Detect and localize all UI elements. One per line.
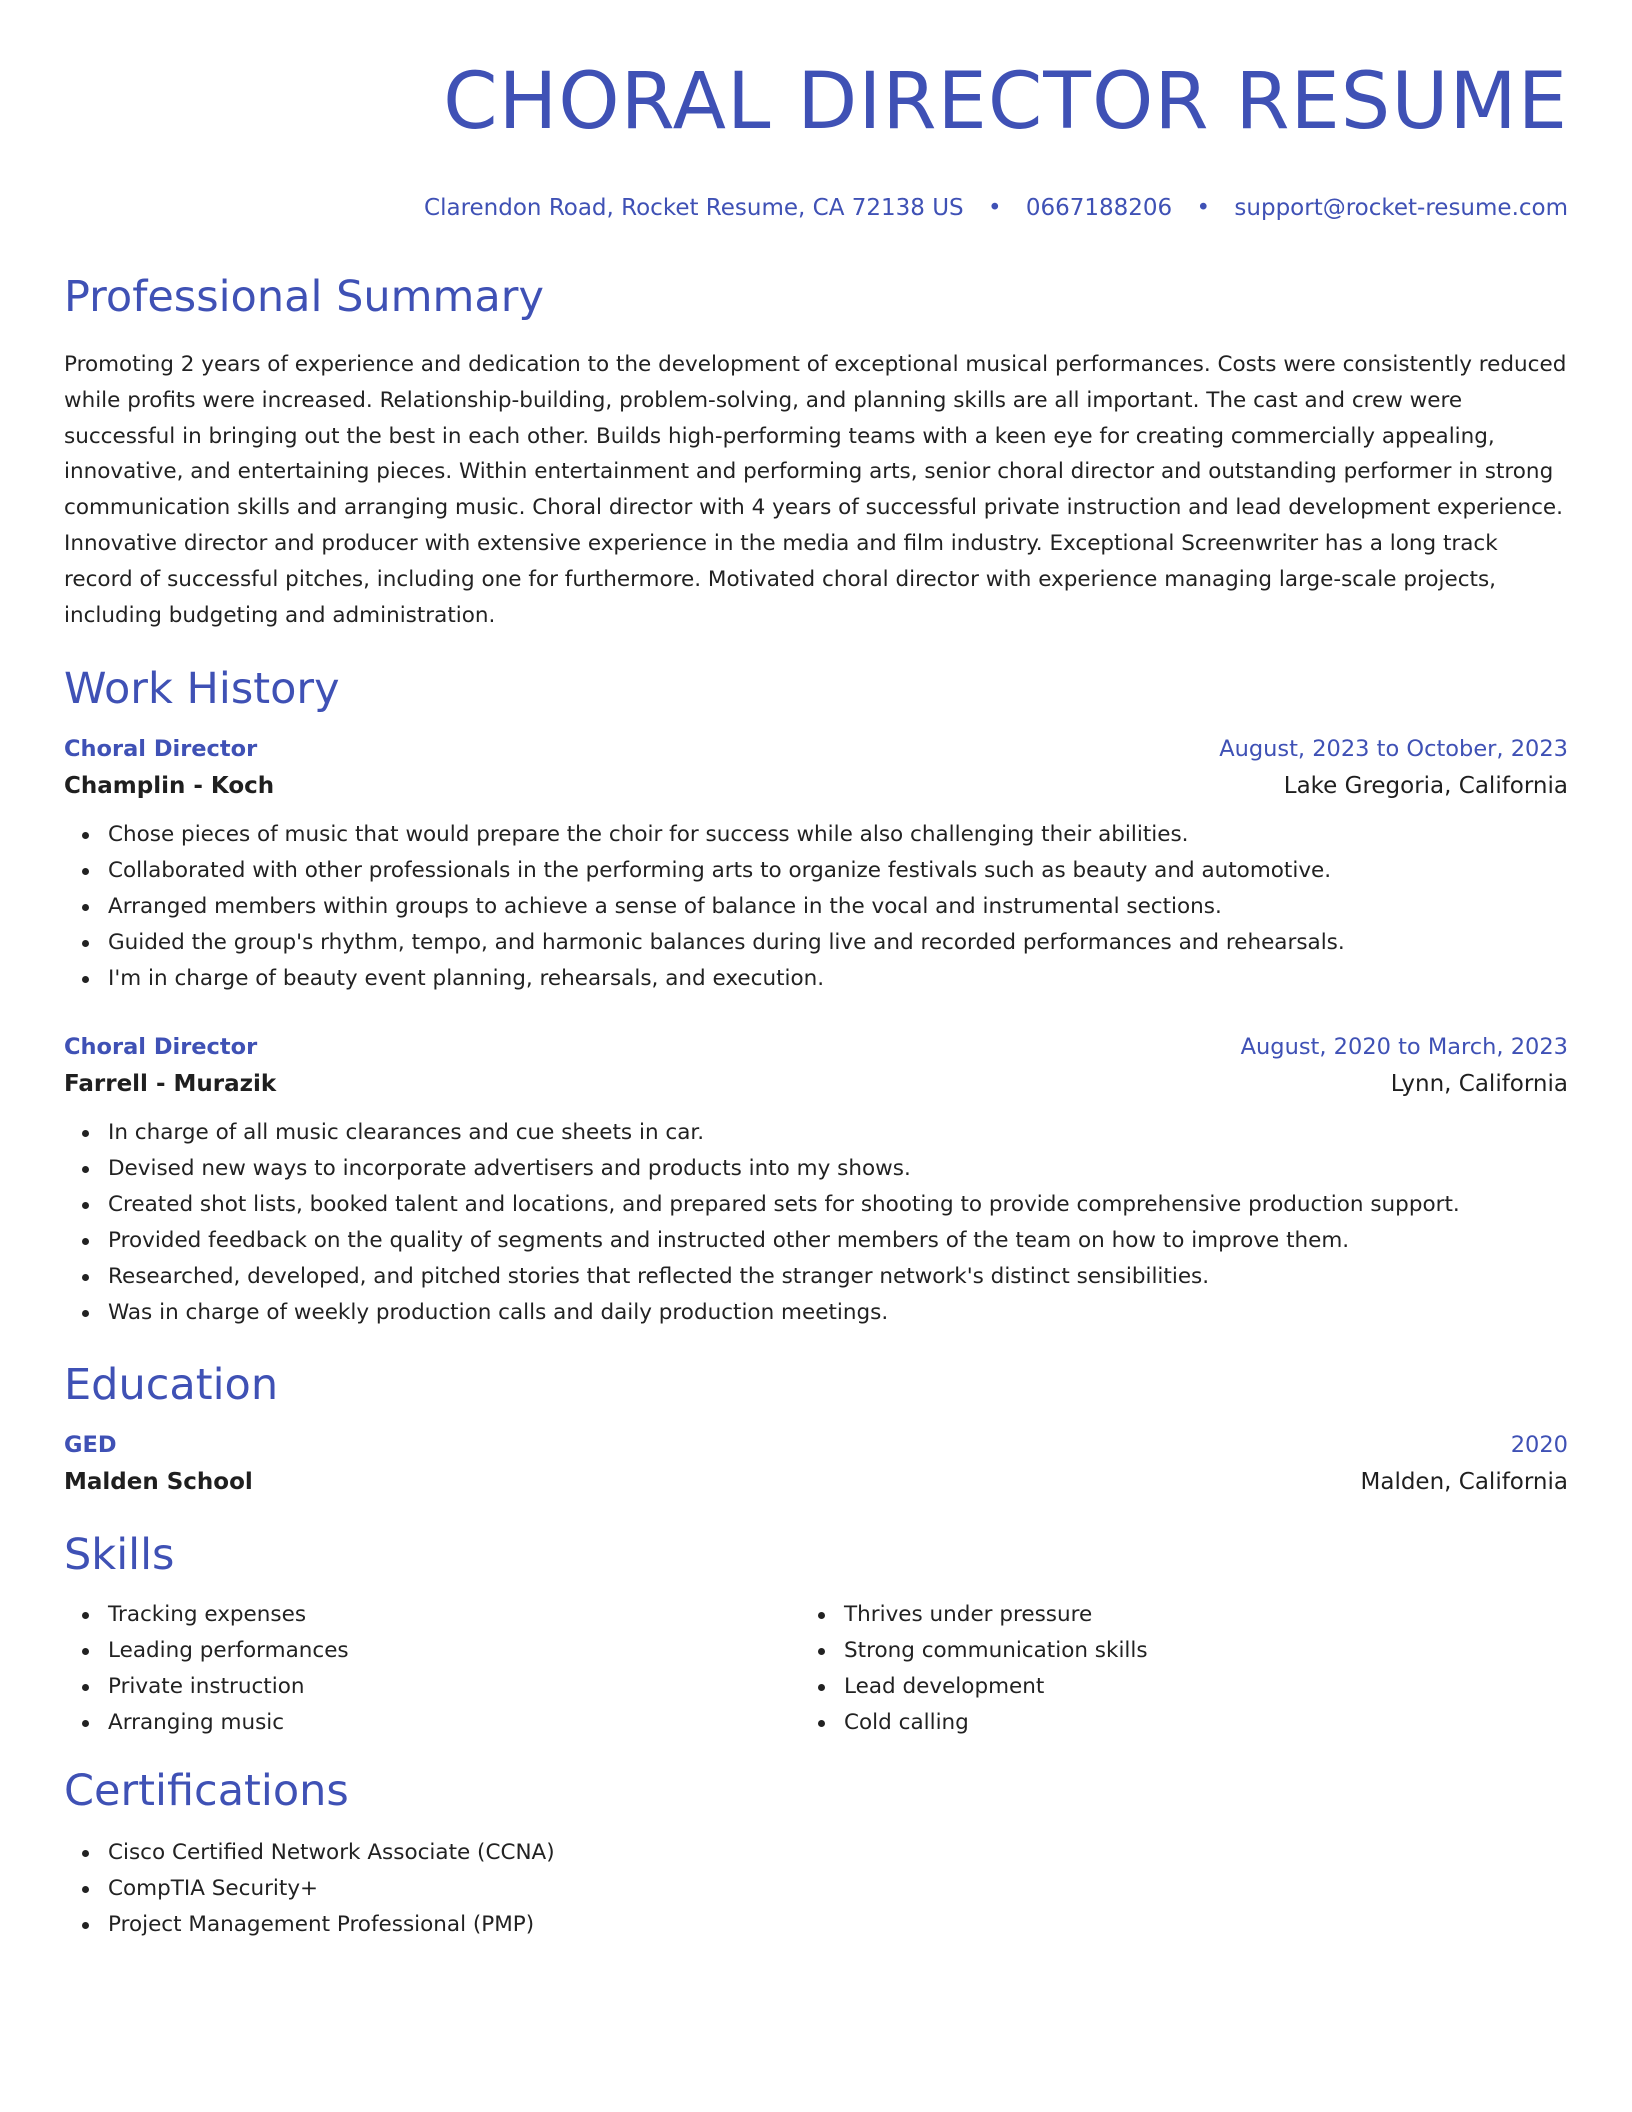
job-company: Farrell - Murazik: [64, 1071, 277, 1098]
skill-item: Tracking expenses: [108, 1597, 800, 1633]
job-location: Lynn, California: [1390, 1071, 1568, 1098]
skill-item: Lead development: [844, 1669, 1536, 1705]
job-entry: [64, 731, 1568, 997]
education-school: Malden School: [64, 1469, 253, 1496]
certification-item: Cisco Certified Network Associate (CCNA): [108, 1835, 1568, 1871]
skills-heading: Skills: [64, 1530, 175, 1581]
job-dates: August, 2023 to October, 2023: [1219, 736, 1568, 763]
education-year: 2020: [1510, 1432, 1568, 1459]
certification-item: CompTIA Security+: [108, 1871, 1568, 1907]
certifications-list: [64, 1835, 1568, 1943]
skill-item: Private instruction: [108, 1669, 800, 1705]
job-bullet: Was in charge of weekly production calls and daily production meetings.: [108, 1295, 1568, 1331]
job-bullet: Collaborated with other professionals in the performing arts to organize festivals such as beauty and automotive.: [108, 853, 1568, 889]
skill-item: Arranging music: [108, 1705, 800, 1741]
skill-item: Thrives under pressure: [844, 1597, 1536, 1633]
skills-column-left: [64, 1597, 800, 1741]
job-role: Choral Director: [64, 1034, 258, 1061]
job-bullet: Arranged members within groups to achieve a sense of balance in the vocal and instrumental sections.: [108, 889, 1568, 925]
certifications-heading: Certifications: [64, 1766, 349, 1817]
work-history-heading: Work History: [64, 664, 340, 715]
education-location: Malden, California: [1360, 1469, 1568, 1496]
job-location: Lake Gregoria, California: [1283, 773, 1568, 800]
skills-list: [64, 1597, 800, 1741]
job-role: Choral Director: [64, 736, 258, 763]
job-bullet: Devised new ways to incorporate advertisers and products into my shows.: [108, 1151, 1568, 1187]
job-bullet: Provided feedback on the quality of segments and instructed other members of the team on how to improve them.: [108, 1223, 1568, 1259]
contact-separator: •: [1196, 195, 1211, 221]
job-bullet: I'm in charge of beauty event planning, rehearsals, and execution.: [108, 961, 1568, 997]
job-bullet: Guided the group's rhythm, tempo, and harmonic balances during live and recorded performances and rehearsals.: [108, 925, 1568, 961]
job-bullet: Created shot lists, booked talent and locations, and prepared sets for shooting to provide comprehensive production support.: [108, 1187, 1568, 1223]
job-bullet: In charge of all music clearances and cue sheets in car.: [108, 1115, 1568, 1151]
job-company: Champlin - Koch: [64, 773, 275, 800]
summary-text: Promoting 2 years of experience and dedication to the development of exceptional musical performances. Costs were consistently reduced while profits were increased. Relationship-building, problem-solving, and planning skills are all important. The cast and crew were successful in bringing out the best in each other. Builds high-performing teams with a keen eye for creating commercially appealing, innovative, and entertaining pieces. Within entertainment and performing arts, senior choral director and outstanding performer in strong communication skills and arranging music. Choral director with 4 years of successful private instruction and lead development experience. Innovative director and producer with extensive experience in the media and film industry. Exceptional Screenwriter has a long track record of successful pitches, including one for furthermore. Motivated choral director with experience managing large-scale projects, including budgeting and administration.: [64, 352, 1567, 628]
job-bullet: Researched, developed, and pitched stories that reflected the stranger network's distinct sensibilities.: [108, 1259, 1568, 1295]
summary-heading: Professional Summary: [64, 272, 544, 322]
contact-phone: 0667188206: [1025, 195, 1173, 221]
skill-item: Cold calling: [844, 1705, 1536, 1741]
certification-item: Project Management Professional (PMP): [108, 1907, 1568, 1943]
resume-title: CHORAL DIRECTOR RESUME: [443, 57, 1568, 147]
contact-line: [64, 192, 1568, 224]
job-bullet: Chose pieces of music that would prepare the choir for success while also challenging their abilities.: [108, 817, 1568, 853]
contact-separator: •: [987, 195, 1002, 221]
job-bullets: [64, 1115, 1568, 1331]
job-entry: [64, 1029, 1568, 1331]
job-dates: August, 2020 to March, 2023: [1240, 1034, 1568, 1061]
job-bullets: [64, 817, 1568, 997]
contact-address: Clarendon Road, Rocket Resume, CA 72138 US: [424, 195, 964, 221]
skills-list: [800, 1597, 1536, 1741]
education-entry: [64, 1427, 1568, 1501]
contact-email: support@rocket-resume.com: [1234, 195, 1568, 221]
skill-item: Strong communication skills: [844, 1633, 1536, 1669]
skill-item: Leading performances: [108, 1633, 800, 1669]
skills-column-right: [800, 1597, 1536, 1741]
skills-grid: [64, 1597, 1568, 1741]
education-heading: Education: [64, 1360, 279, 1411]
education-degree: GED: [64, 1432, 117, 1459]
